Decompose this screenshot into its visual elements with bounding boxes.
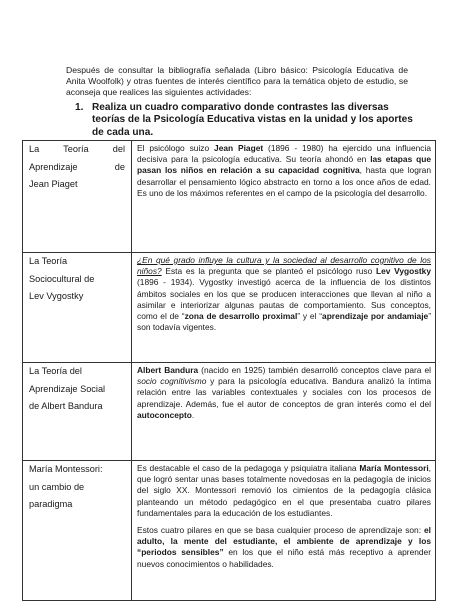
table-row bbox=[23, 253, 436, 363]
theory-name-line: un cambio de bbox=[29, 481, 85, 492]
theory-name bbox=[29, 461, 125, 514]
theory-description-cell bbox=[132, 141, 436, 253]
table-row bbox=[23, 461, 436, 601]
theory-name-line: María Montessori: bbox=[29, 464, 103, 474]
text-run: María Montessori bbox=[359, 463, 429, 473]
table-row bbox=[23, 141, 436, 253]
theory-name-line: La Teoría del bbox=[29, 144, 125, 154]
theory-name-line: Lev Vygostky bbox=[29, 291, 84, 301]
theory-name-cell bbox=[23, 461, 132, 601]
text-run: Lev Vygostky bbox=[375, 266, 431, 277]
theory-name-line: paradigma bbox=[29, 499, 73, 509]
text-run: las etapas que pasan los niños en relación a su capacidad cognitiva bbox=[137, 154, 431, 176]
text-run: , que logró sentar unas bases totalmente novedosas en la pedagogía de inicios del siglo XX. Montessori removió los cimientos de la pedagogía clásica planteando un método pedagógico en el que presentaba cuatro pilares fundamentales para la educación de los estudiantes. bbox=[137, 463, 431, 518]
theory-name-line: Aprendizaje Social bbox=[29, 383, 106, 394]
text-run: socio cognitivismo bbox=[137, 376, 207, 387]
text-run: Esta es la pregunta que se planteó el psicólogo ruso bbox=[161, 266, 376, 277]
text-run: Estos cuatro pilares en que se basa cualquier proceso de aprendizaje son: bbox=[137, 525, 424, 536]
theory-name bbox=[29, 141, 125, 194]
theory-name bbox=[29, 253, 125, 306]
text-run: autoconcepto bbox=[137, 409, 192, 420]
theory-description-cell bbox=[132, 253, 436, 363]
theory-name-cell bbox=[23, 253, 132, 363]
theory-name bbox=[29, 363, 125, 416]
text-run: (1896 - 1934). Vygostky investigó acerca de la influencia de los distintos ámbitos sociales en los que se producen interacciones que llevan al niño a asimilar e interiorizar algunas pautas de comportamiento. Sus conceptos, como el de “ bbox=[137, 277, 431, 322]
theory-name-cell bbox=[23, 141, 132, 253]
theory-name-line: Aprendizaje de bbox=[29, 161, 125, 172]
theory-description bbox=[137, 255, 431, 333]
intro-paragraph: Después de consultar la bibliografía señalada (Libro básico: Psicología Educativa de Anita Woolfolk) y otras fuentes de interés científico para la temática objeto de estudio, se aconseja que realices las siguientes actividades: bbox=[66, 64, 408, 98]
text-run: ¿En qué grado influye la cultura y la sociedad al desarrollo cognitivo de los niños? bbox=[137, 255, 431, 277]
theory-description-cell bbox=[132, 363, 436, 461]
theory-description-second-paragraph bbox=[137, 525, 431, 570]
theory-description-cell bbox=[132, 461, 436, 601]
theory-name-line: Jean Piaget bbox=[29, 179, 78, 189]
text-run: zona de desarrollo proximal bbox=[184, 311, 298, 322]
theory-description bbox=[137, 365, 431, 421]
text-run: El psicólogo suizo bbox=[137, 143, 215, 153]
text-run: (1896 - 1980) ha ejercido una influencia decisiva para la psicología educativa. Su teoría ahondó en bbox=[137, 143, 431, 165]
activity-text: Realiza un cuadro comparativo donde contrastes las diversas teorías de la Psicología Educativa vistas en la unidad y los aportes de cada una. bbox=[92, 102, 413, 138]
theory-description bbox=[137, 143, 431, 199]
text-run: ” y el “ bbox=[297, 311, 323, 322]
theory-name-line: de Albert Bandura bbox=[29, 401, 103, 411]
text-run: . bbox=[191, 409, 195, 420]
activity-number: 1. bbox=[75, 102, 84, 113]
theory-name-cell bbox=[23, 363, 132, 461]
text-run: Jean Piaget bbox=[214, 143, 264, 153]
comparison-table bbox=[22, 140, 436, 601]
text-run: el adulto, la mente del estudiante, el ambiente de aprendizaje y los “periodos sensibles” bbox=[137, 525, 431, 558]
text-run: ” son todavía vigentes. bbox=[137, 311, 432, 333]
table-row bbox=[23, 363, 436, 461]
theory-name-line: La Teoría del bbox=[29, 366, 82, 376]
text-run: aprendizaje por andamiaje bbox=[322, 311, 429, 322]
text-run: en los que el niño está más receptivo a aprender nuevos conocimientos o habilidades. bbox=[137, 547, 431, 569]
theory-name-line: La Teoría bbox=[29, 256, 68, 266]
text-run: y para la psicología educativa. Bandura analizó la íntima relación entre las variables contextuales y sociales con los procesos de aprendizaje. Además, fue el autor de conceptos de gran interés como el del bbox=[137, 376, 431, 409]
text-run: Es destacable el caso de la pedagoga y psiquiatra italiana bbox=[137, 463, 360, 473]
activity-heading bbox=[75, 102, 415, 139]
text-run: Albert Bandura bbox=[137, 365, 199, 375]
theory-name-line: Sociocultural de bbox=[29, 273, 95, 284]
theory-description bbox=[137, 463, 431, 519]
text-run: , hasta que logran desarrollar el pensamiento lógico abstracto en torno a los once años de edad. Es uno de los máximos referentes en el campo de la psicología del desarrollo. bbox=[137, 165, 431, 198]
text-run: (nacido en 1925) también desarrolló conceptos clave para el bbox=[198, 365, 431, 375]
